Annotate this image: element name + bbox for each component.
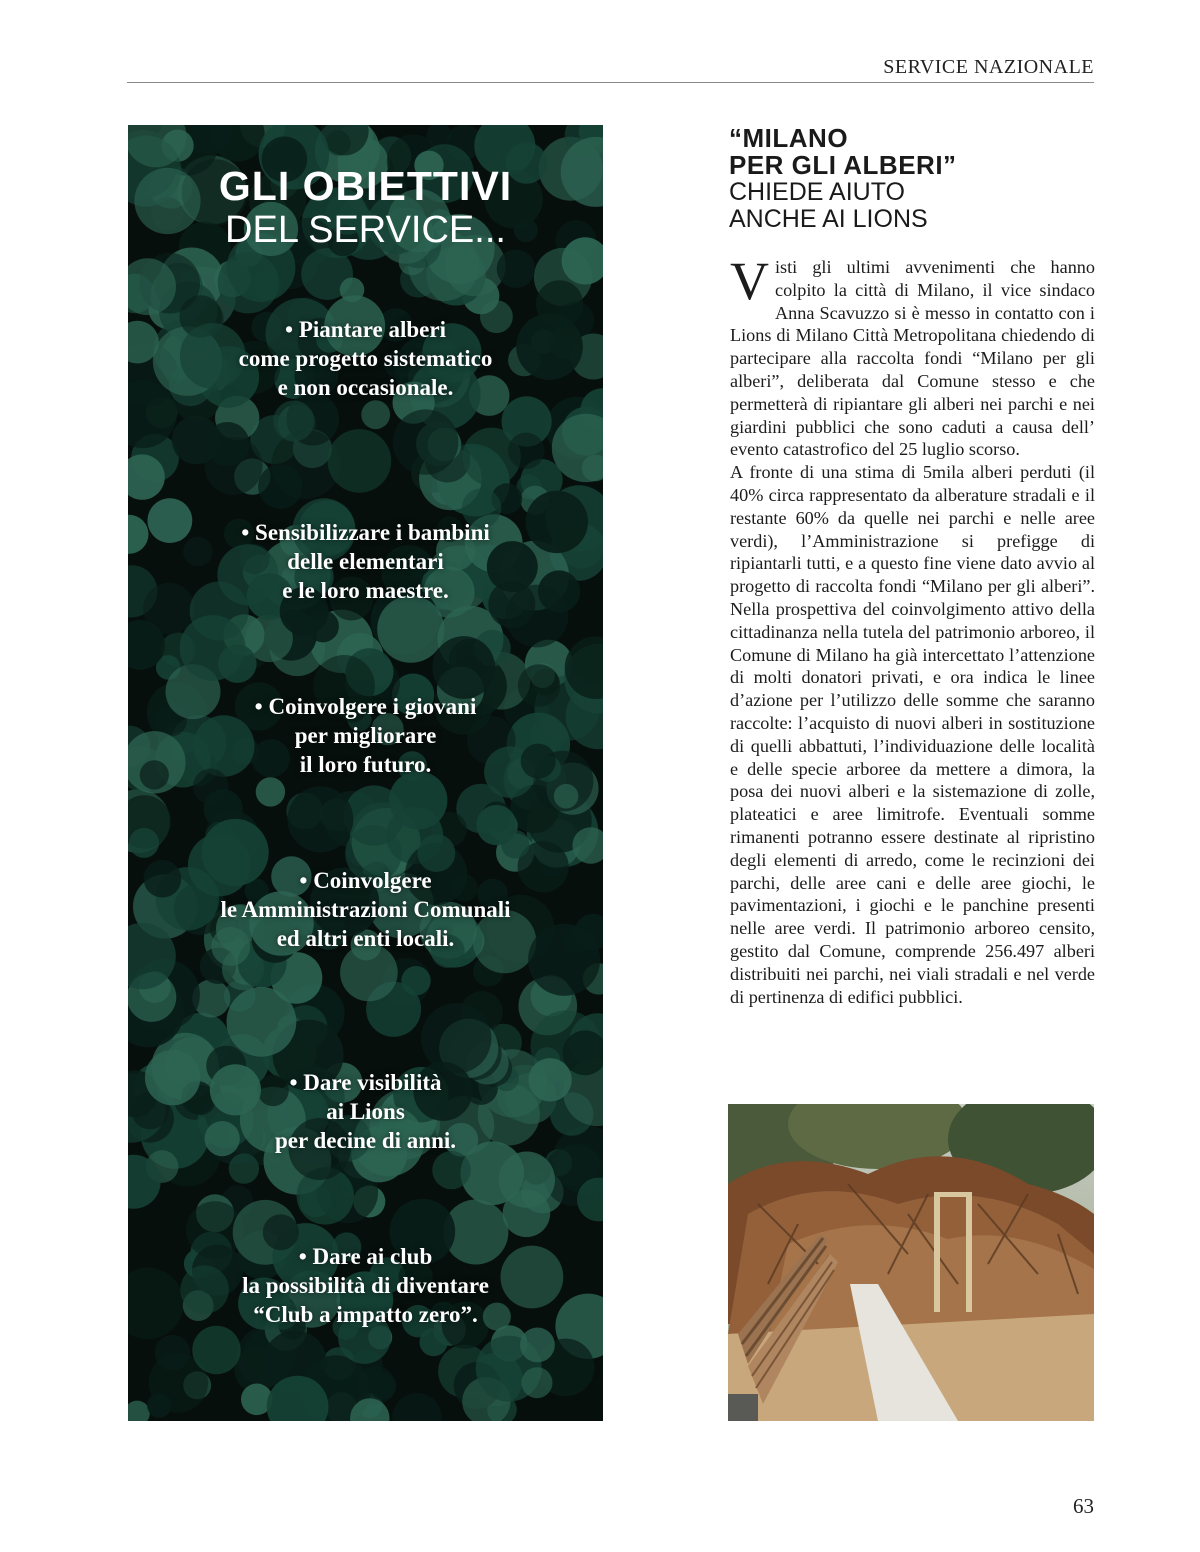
goal-line: e le loro maestre. <box>282 578 449 603</box>
drop-cap: V <box>730 251 769 311</box>
goal-line: e non occasionale. <box>277 375 454 400</box>
panel-title-light: DEL SERVICE... <box>225 209 506 251</box>
goal-item <box>128 692 603 779</box>
goal-line: la possibilità di diventare <box>242 1273 489 1298</box>
goal-item <box>128 1242 603 1329</box>
article-body <box>730 251 1095 1008</box>
goal-item <box>128 1068 603 1155</box>
subhead-line: ANCHE AI LIONS <box>729 205 928 233</box>
section-label: SERVICE NAZIONALE <box>883 56 1094 78</box>
article-headline <box>729 125 1109 233</box>
headline-line: “MILANO <box>729 123 849 153</box>
park-bench-fallen-branches-image <box>728 1104 1094 1421</box>
goal-line: come progetto sistematico <box>238 346 493 371</box>
goal-line: • Piantare alberi <box>285 317 446 342</box>
goal-line: “Club a impatto zero”. <box>253 1302 478 1327</box>
goal-line: • Dare visibilità <box>289 1070 442 1095</box>
goal-line: ai Lions <box>326 1099 405 1124</box>
goal-line: • Coinvolgere <box>299 868 432 893</box>
goal-line: • Coinvolgere i giovani <box>254 694 477 719</box>
goal-line: • Dare ai club <box>298 1244 433 1269</box>
goal-line: il loro futuro. <box>299 752 432 777</box>
paragraph <box>730 251 1095 461</box>
headline-line: PER GLI ALBERI” <box>729 150 957 180</box>
paragraph-text: isti gli ultimi avvenimenti che hanno colpito la città di Milano, il vice sindaco Anna Scavuzzo si è messo in contatto con i Lions di Milano Città Metropolitana chiedendo di partecipare alla raccolta fondi “Milano per gli alberi”, deliberata dal Comune stesso e che permetterà di ripiantare gli alberi nei parchi e nei giardini pubblici che sono caduti a causa dell’ evento catastrofico del 25 luglio scorso. <box>730 257 1095 460</box>
goal-line: per migliorare <box>294 723 437 748</box>
goal-line: le Amministrazioni Comunali <box>220 897 511 922</box>
panel-title-bold: GLI OBIETTIVI <box>218 163 513 209</box>
paragraph: A fronte di una stima di 5mila alberi perduti (il 40% circa rappresentato da alberature stradali e il restante 60% da quelle nei parchi e nelle aree verdi), l’Amministrazione si prefigge di ripiantarli tutti, e a questo fine viene dato avvio al progetto di raccolta fondi “Milano per gli alberi”. Nella prospettiva del coinvolgimento attivo della cittadinanza nella tutela del patrimonio arboreo, il Comune di Milano ha già intercettato l’attenzione di molti donatori privati, e ora indica le linee d’azione per l’utilizzo delle somme che saranno raccolte: l’acquisto di nuovi alberi in sostituzione di quelli abbattuti, l’individuazione delle località e delle specie arboree da mettere a dimora, la posa dei nuovi alberi e la sistemazione di zolle, plateatici e aree limitrofe. Eventuali somme rimanenti potranno essere destinate al ripristino degli elementi di arredo, come le recinzioni dei parchi, delle aree cani e delle aree giochi, le pavimentazioni, i giochi e le panchine presenti nelle aree verdi. Il patrimonio arboreo censito, gestito dal Comune, comprende 256.497 alberi distribuiti nei parchi, nei viali stradali e nel verde di pertinenza di edifici pubblici. <box>730 462 1095 1007</box>
objectives-panel <box>128 125 603 1421</box>
goal-item <box>128 518 603 605</box>
fallen-trees-photo <box>728 1104 1094 1421</box>
goal-line: • Sensibilizzare i bambini <box>241 520 490 545</box>
goal-item <box>128 866 603 953</box>
goal-line: delle elementari <box>287 549 444 574</box>
page-number: 63 <box>1073 1494 1094 1518</box>
header-rule <box>127 82 1094 83</box>
subhead-line: CHIEDE AIUTO <box>729 178 905 206</box>
goal-item <box>128 315 603 402</box>
goal-line: per decine di anni. <box>274 1128 457 1153</box>
goal-line: ed altri enti locali. <box>276 926 455 951</box>
